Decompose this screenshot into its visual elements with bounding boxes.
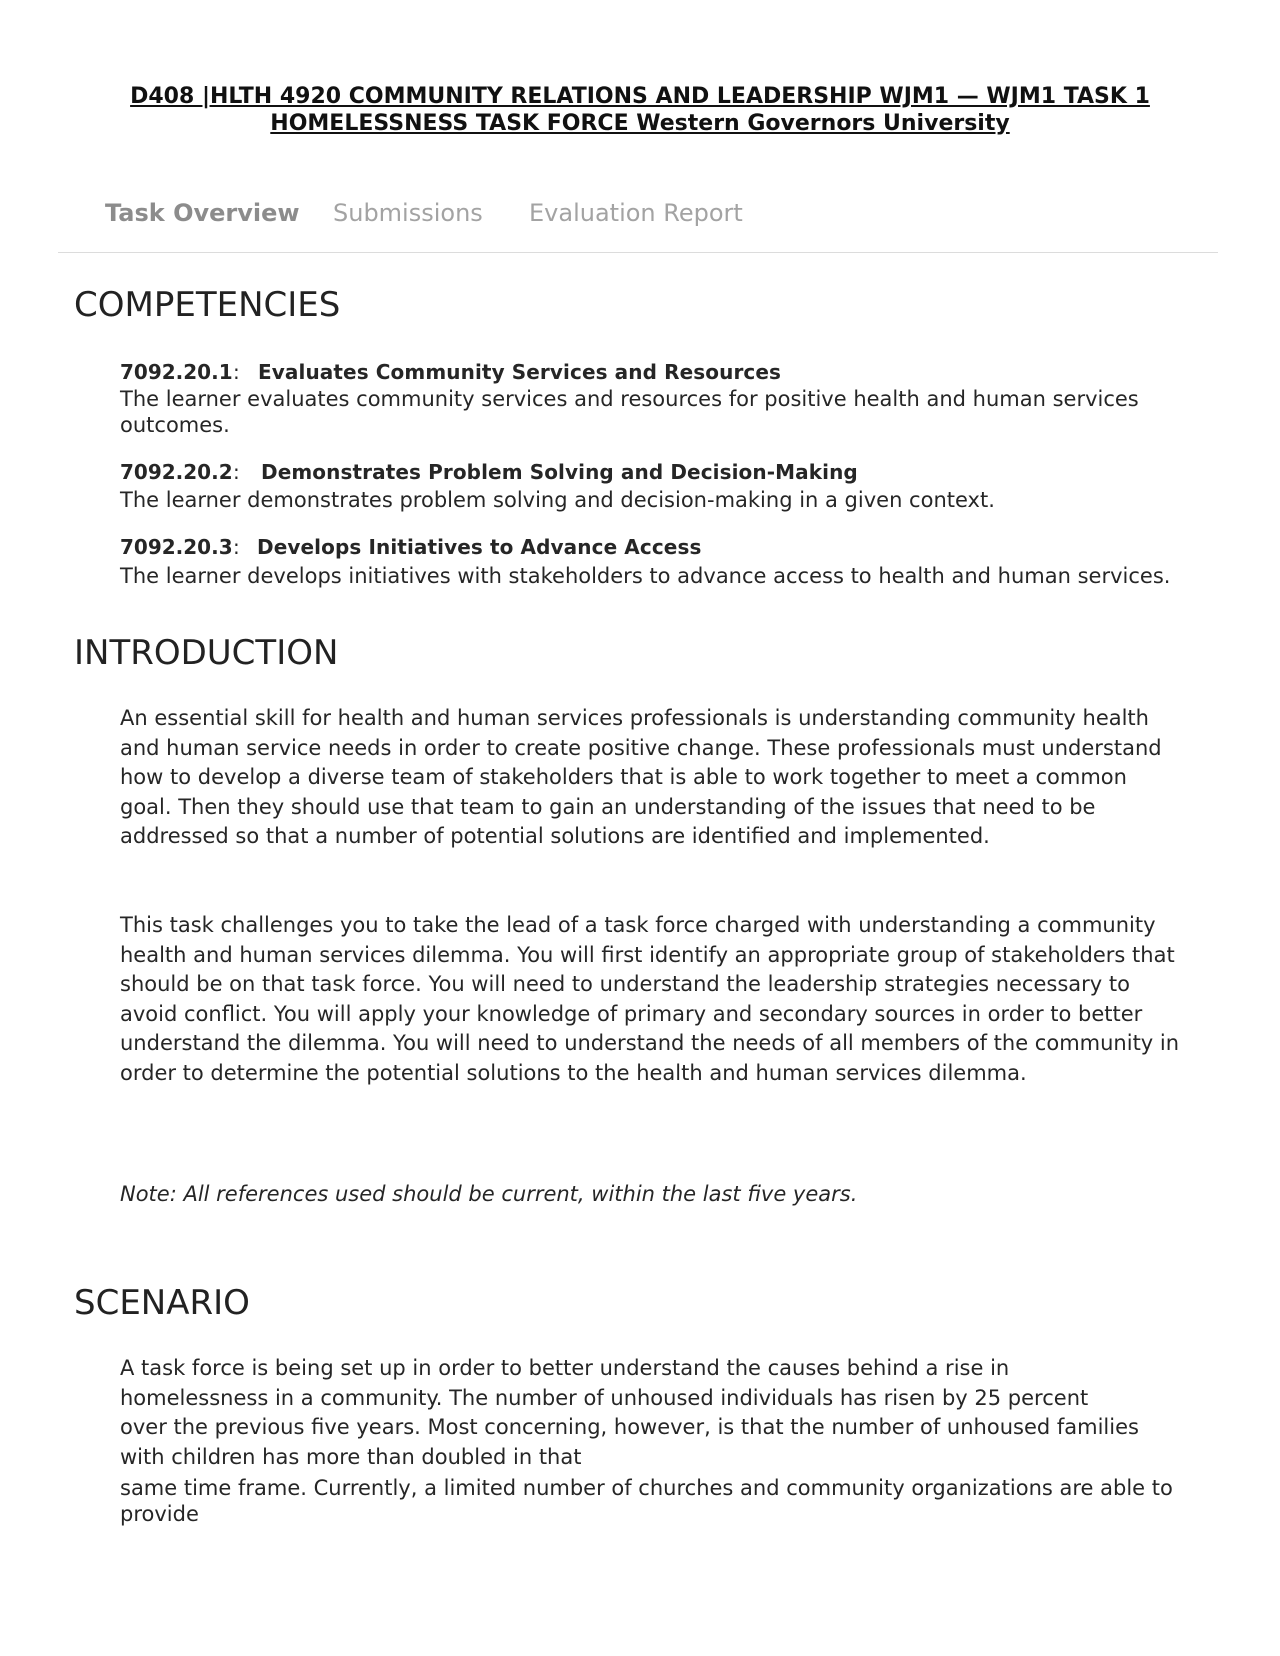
document-title: D408 |HLTH 4920 COMMUNITY RELATIONS AND LEADERSHIP WJM1 — WJM1 TASK 1 HOMELESSNESS TASK FORCE Western Governors University [130, 84, 1150, 136]
competency-code: 7092.20.2 [120, 460, 233, 484]
references-note: Note: All references used should be current, within the last five years. [120, 1182, 858, 1206]
introduction-heading: INTRODUCTION [74, 633, 339, 673]
competency-title: Demonstrates Problem Solving and Decision-Making [261, 460, 858, 484]
competency-description: The learner evaluates community services and resources for positive health and human services outcomes. [120, 387, 1139, 437]
scenario-paragraph: A task force is being set up in order to better understand the causes behind a rise in homelessness in a community. The number of unhoused individuals has risen by 25 percent over the previous five years. Most concerning, however, is that the number of unhoused families with children has more than doubled in that [120, 1356, 1139, 1469]
tabs-divider [58, 252, 1218, 253]
competency-code: 7092.20.1 [120, 360, 233, 384]
competency-separator: : [233, 535, 240, 559]
competency-description: The learner demonstrates problem solving and decision-making in a given context. [120, 488, 995, 512]
tab-submissions[interactable]: Submissions [333, 199, 483, 227]
scenario-continuation: same time frame. Currently, a limited number of churches and community organizations are able to provide [120, 1476, 1173, 1526]
competency-title: Evaluates Community Services and Resources [258, 360, 782, 384]
competencies-heading: COMPETENCIES [74, 285, 341, 325]
competency-separator: : [233, 460, 240, 484]
competency-title: Develops Initiatives to Advance Access [257, 535, 702, 559]
scenario-heading: SCENARIO [74, 1283, 250, 1323]
competency-code: 7092.20.3 [120, 535, 233, 559]
introduction-paragraph-2: This task challenges you to take the lead of a task force charged with understanding a community health and human services dilemma. You will first identify an appropriate group of stakeholders that should be on that task force. You will need to understand the leadership strategies necessary to avoid conflict. You will apply your knowledge of primary and secondary sources in order to better understand the dilemma. You will need to understand the needs of all members of the community in order to determine the potential solutions to the health and human services dilemma. [120, 913, 1180, 1085]
competency-description: The learner develops initiatives with stakeholders to advance access to health and human services. [120, 564, 1171, 588]
tab-evaluation-report[interactable]: Evaluation Report [529, 199, 743, 227]
tab-task-overview[interactable]: Task Overview [105, 199, 300, 227]
competency-separator: : [233, 360, 240, 384]
introduction-paragraph-1: An essential skill for health and human services professionals is understanding community health and human service needs in order to create positive change. These professionals must understand how to develop a diverse team of stakeholders that is able to work together to meet a common goal. Then they should use that team to gain an understanding of the issues that need to be addressed so that a number of potential solutions are identified and implemented. [120, 706, 1162, 848]
